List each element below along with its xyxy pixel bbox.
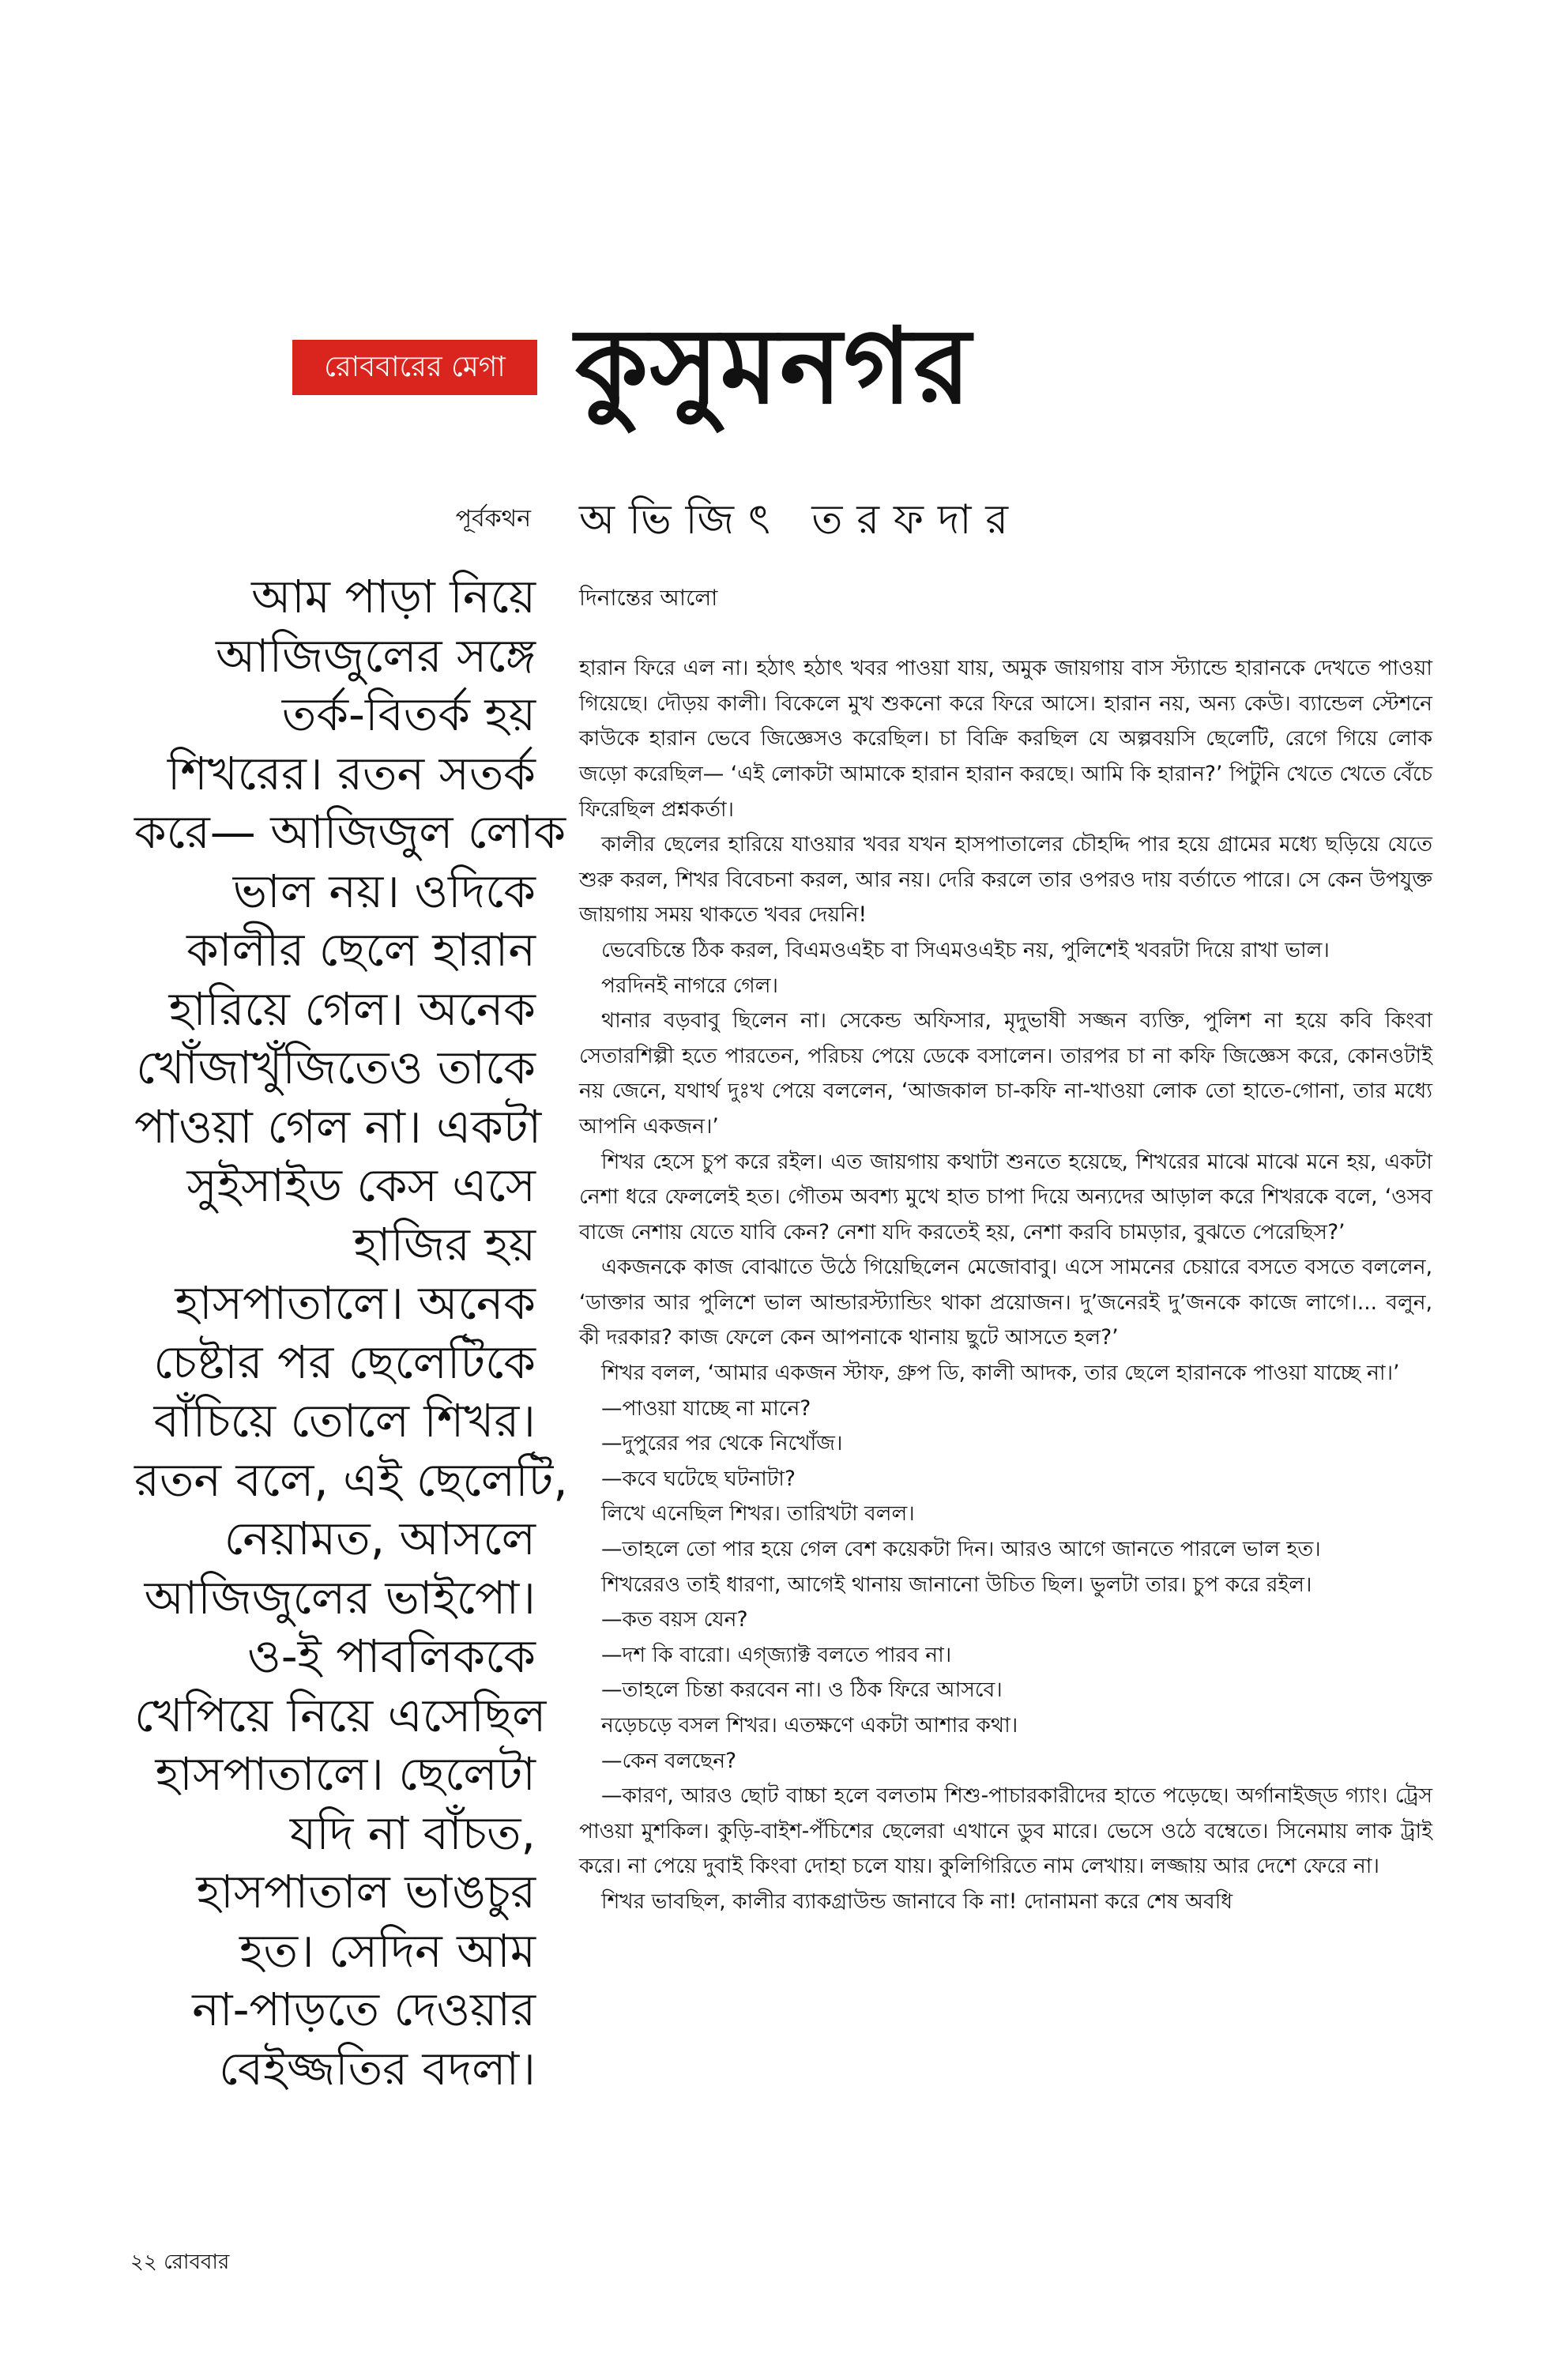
previous-summary-label: পূর্বকথন xyxy=(455,505,531,533)
synopsis-line: করে— আজিজুল লোক xyxy=(134,805,566,859)
synopsis-line: বেইজ্জতির বদলা। xyxy=(219,2041,536,2096)
synopsis-line: তর্ক-বিতর্ক হয় xyxy=(281,687,536,741)
story-body xyxy=(579,581,1432,1920)
dialogue-line: —কত বয়স যেন? xyxy=(601,1607,748,1632)
paragraph: নড়েচড়ে বসল শিখর। এতক্ষণে একটা আশার কথা। xyxy=(601,1713,1018,1738)
synopsis-line: হারিয়ে গেল। অনেক xyxy=(168,981,536,1036)
synopsis-line: আজিজুলের ভাইপো। xyxy=(144,1570,536,1625)
paragraph: ভেবেচিন্তে ঠিক করল, বিএমওএইচ বা সিএমওএইচ নয়, পুলিশেই খবরটা দিয়ে রাখা ভাল। xyxy=(601,937,1330,962)
dialogue-line: —পাওয়া যাচ্ছে না মানে? xyxy=(601,1395,811,1421)
paragraph: পরদিনই নাগরে গেল। xyxy=(601,973,778,998)
dialogue-line: —কবে ঘটেছে ঘটনাটা? xyxy=(601,1466,796,1491)
paragraph: শিখর বলল, ‘আমার একজন স্টাফ, গ্রুপ ডি, কালী আদক, তার ছেলে হারানকে পাওয়া যাচ্ছে না।’ xyxy=(601,1361,1400,1386)
synopsis-line: যদি না বাঁচত, xyxy=(289,1806,536,1860)
section-title: দিনান্তের আলো xyxy=(579,585,718,611)
synopsis-column xyxy=(134,567,568,2098)
synopsis-line: আজিজুলের সঙ্গে xyxy=(216,628,536,683)
dialogue-line: —তাহলে চিন্তা করবেন না। ও ঠিক ফিরে আসবে। xyxy=(601,1678,1003,1703)
story-title: কুসুমনগর xyxy=(575,306,973,427)
dialogue-line: —তাহলে তো পার হয়ে গেল বেশ কয়েকটা দিন। আরও আগে জানতে পারলে ভাল হত। xyxy=(601,1537,1321,1562)
dialogue-line: —দশ কি বারো। এগ্‌জ্যাক্ট বলতে পারব না। xyxy=(601,1642,952,1667)
paragraph: একজনকে কাজ বোঝাতে উঠে গিয়েছিলেন মেজোবাবু। এসে সামনের চেয়ারে বসতে বসতে বললেন, ‘ডাক্তার আর পুলিশে ভাল আন্ডারস্ট্যান্ডিং থাকা প্রয়োজন। দু’জনেরই দু’জনকে কাজে লাগে।... বলুন, কী দরকার? কাজ ফেলে কেন আপনাকে থানায় ছুটে আসতে হল?’ xyxy=(579,1255,1432,1350)
synopsis-line: হত। সেদিন আম xyxy=(239,1923,536,1978)
dialogue-line: —দুপুরের পর থেকে নিখোঁজ। xyxy=(601,1431,843,1456)
page-folio: ২২ রোববার xyxy=(130,2250,230,2274)
dialogue-line: —কেন বলছেন? xyxy=(601,1748,737,1773)
paragraph: শিখর ভাবছিল, কালীর ব্যাকগ্রাউন্ড জানাবে কি না! দোনামনা করে শেষ অবধি xyxy=(601,1889,1233,1914)
paragraph: হারান ফিরে এল না। হঠাৎ হঠাৎ খবর পাওয়া যায়, অমুক জায়গায় বাস স্ট্যান্ডে হারানকে দেখতে পাওয়া গিয়েছে। দৌড়য় কালী। বিকেলে মুখ শুকনো করে ফিরে আসে। হারান নয়, অন্য কেউ। ব্যান্ডেল স্টেশনে কাউকে হারান ভেবে জিজ্ঞেসও করেছিল। চা বিক্রি করছিল যে অল্পবয়সি ছেলেটি, রেগে গিয়ে লোক জড়ো করেছিল— ‘এই লোকটা আমাকে হারান হারান করছে। আমি কি হারান?’ পিটুনি খেতে খেতে বেঁচে ফিরেছিল প্রশ্নকর্তা। xyxy=(579,656,1432,822)
paragraph: থানার বড়বাবু ছিলেন না। সেকেন্ড অফিসার, মৃদুভাষী সজ্জন ব্যক্তি, পুলিশ না হয়ে কবি কিংবা সেতারশিল্পী হতে পারতেন, পরিচয় পেয়ে ডেকে বসালেন। তারপর চা না কফি জিজ্ঞেস করে, কোনওটাই নয় জেনে, যথার্থ দুঃখ পেয়ে বললেন, ‘আজকাল চা-কফি না-খাওয়া লোক তো হাতে-গোনা, তার মধ্যে আপনি একজন।’ xyxy=(579,1008,1432,1139)
synopsis-line: খেপিয়ে নিয়ে এসেছিল xyxy=(134,1688,547,1742)
synopsis-line: শিখরের। রতন সতর্ক xyxy=(167,746,536,800)
synopsis-line: না-পাড়তে দেওয়ার xyxy=(192,1983,536,2036)
synopsis-line: হাসপাতাল ভাঙচুর xyxy=(196,1865,536,1919)
synopsis-line: নেয়ামত, আসলে xyxy=(224,1512,536,1565)
synopsis-line: ভাল নয়। ওদিকে xyxy=(232,864,536,918)
synopsis-line: আম পাড়া নিয়ে xyxy=(251,570,536,623)
section-badge: রোববারের মেগা xyxy=(292,340,537,395)
synopsis-line: বাঁচিয়ে তোলে শিখর। xyxy=(153,1394,536,1448)
paragraph: শিখরেরও তাই ধারণা, আগেই থানায় জানানো উচিত ছিল। ভুলটা তার। চুপ করে রইল। xyxy=(601,1572,1312,1597)
synopsis-line: সুইসাইড কেস এসে xyxy=(186,1158,536,1212)
synopsis-line: হাজির হয় xyxy=(353,1217,536,1271)
synopsis-line: ও-ই পাবলিককে xyxy=(247,1629,536,1683)
synopsis-line: পাওয়া গেল না। একটা xyxy=(134,1099,542,1154)
synopsis-line: খোঁজাখুঁজিতেও তাকে xyxy=(136,1041,536,1094)
paragraph: কালীর ছেলের হারিয়ে যাওয়ার খবর যখন হাসপাতালের চৌহদ্দি পার হয়ে গ্রামের মধ্যে ছড়িয়ে যেতে শুরু করল, শিখর বিবেচনা করল, আর নয়। দেরি করলে তার ওপরও দায় বর্তাতে পারে। সে কেন উপযুক্ত জায়গায় সময় থাকতে খবর দেয়নি! xyxy=(579,832,1432,928)
paragraph: শিখর হেসে চুপ করে রইল। এত জায়গায় কথাটা শুনতে হয়েছে, শিখরের মাঝে মাঝে মনে হয়, একটা নেশা ধরে ফেললেই হত। গৌতম অবশ্য মুখে হাত চাপা দিয়ে অন্যদের আড়াল করে শিখরকে বলে, ‘ওসব বাজে নেশায় যেতে যাবি কেন? নেশা যদি করতেই হয়, নেশা করবি চামড়ার, বুঝতে পেরেছিস?’ xyxy=(579,1149,1432,1245)
synopsis-line: কালীর ছেলে হারান xyxy=(186,923,536,977)
synopsis-line: হাসপাতালে। ছেলেটা xyxy=(155,1747,536,1801)
dialogue-line: —কারণ, আরও ছোট বাচ্চা হলে বলতাম শিশু-পাচারকারীদের হাতে পড়েছে। অর্গানাইজ্‌ড গ্যাং। ট্রেস পাওয়া মুশকিল। কুড়ি-বাইশ-পঁচিশের ছেলেরা এখানে ডুব মারে। ভেসে ওঠে বম্বেতে। সিনেমায় লাক ট্রাই করে। না পেয়ে দুবাই কিংবা দোহা চলে যায়। কুলিগিরিতে নাম লেখায়। লজ্জায় আর দেশে ফেরে না। xyxy=(579,1783,1432,1879)
paragraph: লিখে এনেছিল শিখর। তারিখটা বলল। xyxy=(601,1501,915,1527)
author-name: অভিজিৎ তরফদার xyxy=(579,496,1023,544)
synopsis-line: রতন বলে, এই ছেলেটি, xyxy=(134,1452,568,1507)
synopsis-line: চেষ্টার পর ছেলেটিকে xyxy=(153,1335,536,1389)
synopsis-line: হাসপাতালে। অনেক xyxy=(175,1276,536,1330)
